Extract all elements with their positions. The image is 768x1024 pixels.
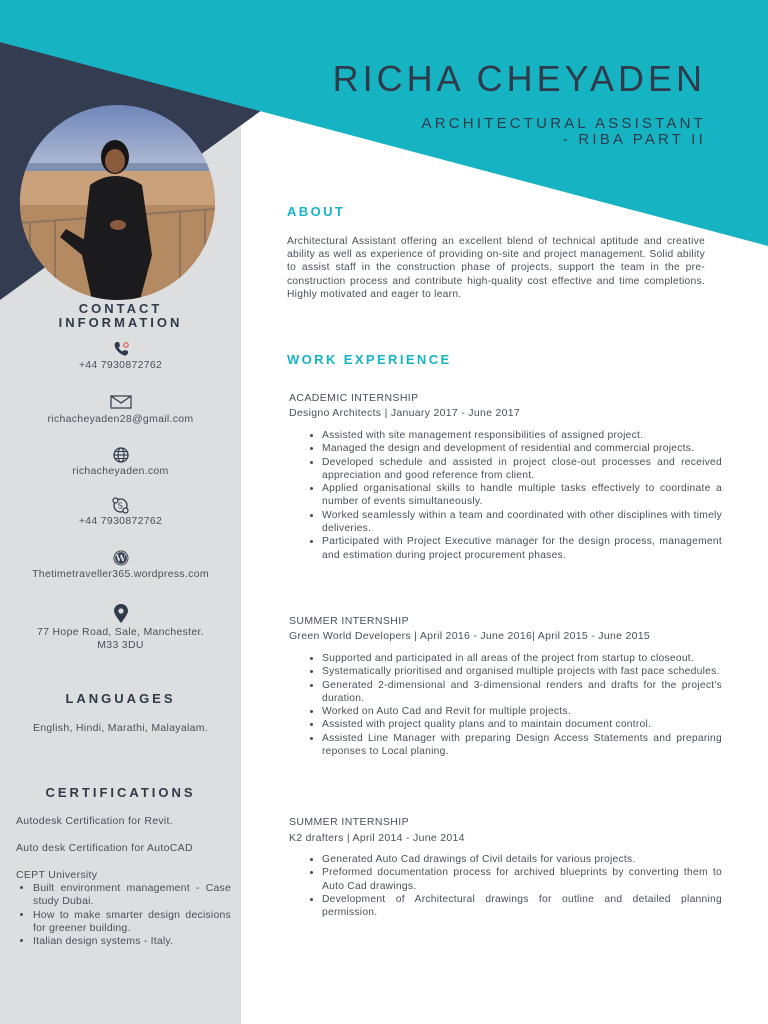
- contact-heading-line-1: CONTACT: [78, 301, 163, 316]
- cept-course-list: [16, 882, 231, 948]
- skype-number[interactable]: +44 7930872762: [78, 515, 163, 527]
- languages-list: English, Hindi, Marathi, Malayalam.: [32, 722, 209, 734]
- list-item: • Managed the design and development of residential and commercial projects.: [322, 442, 722, 455]
- list-item: • Italian design systems - Italy.: [33, 935, 231, 948]
- list-item: • Systematically prioritised and organised multiple projects with fast pace schedules.: [322, 665, 722, 678]
- skype-icon: [0, 497, 241, 513]
- list-item: • Worked on Auto Cad and Revit for multiple projects.: [322, 705, 722, 718]
- job-1-company: Designo Architects | January 2017 - June 2017: [289, 407, 521, 419]
- list-item: • Preformed documentation process for archived blueprints by converting them to Auto Cad drawings.: [322, 866, 722, 893]
- contact-skype: [0, 497, 241, 528]
- job-3-bullets: [305, 853, 722, 919]
- svg-text:W: W: [115, 554, 126, 565]
- about-text: Architectural Assistant offering an excellent blend of technical aptitude and creative ability as well as experience of providing on-site and project management. Solid ability to assist staff in the construction phase of projects, support the team in the pre-construction process and contribute high-quality cost effective and time completions. Highly motivated and eager to learn.: [287, 236, 705, 300]
- profile-photo: [20, 105, 215, 300]
- list-item: • Assisted with site management responsibilities of assigned project.: [322, 429, 722, 442]
- job-1-title: ACADEMIC INTERNSHIP: [289, 392, 419, 404]
- contact-heading: [0, 302, 241, 330]
- subtitle-line-1: ARCHITECTURAL ASSISTANT: [421, 115, 706, 132]
- website-url[interactable]: richacheyaden.com: [72, 465, 169, 477]
- job-2-title: SUMMER INTERNSHIP: [289, 615, 409, 627]
- certification-revit: Autodesk Certification for Revit.: [16, 815, 173, 827]
- list-item: • Developed schedule and assisted in project close-out processes and received appreciation and good reference from client.: [322, 456, 722, 483]
- list-item: • Participated with Project Executive manager for the design process, management and estimation during project procurement phases.: [322, 535, 722, 562]
- contact-heading-line-2: INFORMATION: [58, 315, 183, 330]
- job-title-subtitle: [422, 116, 706, 148]
- list-item: • Worked seamlessly within a team and coordinated with other disciplines with timely deliveries.: [322, 509, 722, 536]
- contact-address: [0, 604, 241, 652]
- list-item: • Applied organisational skills to handle multiple tasks effectively to coordinate a number of events simultaneously.: [322, 482, 722, 509]
- job-2-bullets: [305, 652, 722, 758]
- blog-url[interactable]: Thetimetraveller365.wordpress.com: [32, 568, 209, 580]
- candidate-name: RICHA CHEYADEN: [332, 58, 706, 99]
- globe-icon: [0, 447, 241, 463]
- job-3-title: SUMMER INTERNSHIP: [289, 816, 409, 828]
- work-experience-heading: WORK EXPERIENCE: [287, 352, 452, 367]
- contact-website: [0, 447, 241, 478]
- list-item: • How to make smarter design decisions for greener building.: [33, 909, 231, 936]
- list-item: • Assisted with project quality plans and to maintain document control.: [322, 718, 722, 731]
- contact-phone: [0, 341, 241, 372]
- list-item: • Assisted Line Manager with preparing Design Access Statements and preparing reponses to Local planing.: [322, 732, 722, 759]
- about-heading: ABOUT: [287, 204, 346, 219]
- certifications-heading: CERTIFICATIONS: [45, 785, 196, 800]
- address-line-2: M33 3DU: [97, 639, 144, 651]
- svg-text:S: S: [117, 501, 124, 511]
- certification-cept: CEPT University: [16, 869, 98, 881]
- contact-email: [0, 395, 241, 426]
- list-item: • Built environment management - Case study Dubai.: [33, 882, 231, 909]
- location-pin-icon: [0, 604, 241, 624]
- phone-number[interactable]: +44 7930872762: [78, 359, 163, 371]
- job-3-company: K2 drafters | April 2014 - June 2014: [289, 832, 465, 844]
- certification-autocad: Auto desk Certification for AutoCAD: [16, 842, 193, 854]
- wordpress-icon: [0, 550, 241, 566]
- phone-icon: [0, 341, 241, 357]
- job-2-company: Green World Developers | April 2016 - June 2016| April 2015 - June 2015: [289, 630, 651, 642]
- address-line-1: 77 Hope Road, Sale, Manchester.: [37, 626, 204, 638]
- list-item: • Development of Architectural drawings for outline and detailed planning permission.: [322, 893, 722, 920]
- subtitle-line-2: - RIBA PART II: [562, 131, 706, 148]
- email-address[interactable]: richacheyaden28@gmail.com: [47, 413, 194, 425]
- list-item: • Generated 2-dimensional and 3-dimensional renders and drafts for the project's duration.: [322, 679, 722, 706]
- languages-heading: LANGUAGES: [65, 691, 176, 706]
- list-item: • Generated Auto Cad drawings of Civil details for various projects.: [322, 853, 722, 866]
- job-1-bullets: [305, 429, 722, 562]
- email-icon: [0, 395, 241, 411]
- contact-blog: [0, 550, 241, 581]
- list-item: • Supported and participated in all areas of the project from startup to closeout.: [322, 652, 722, 665]
